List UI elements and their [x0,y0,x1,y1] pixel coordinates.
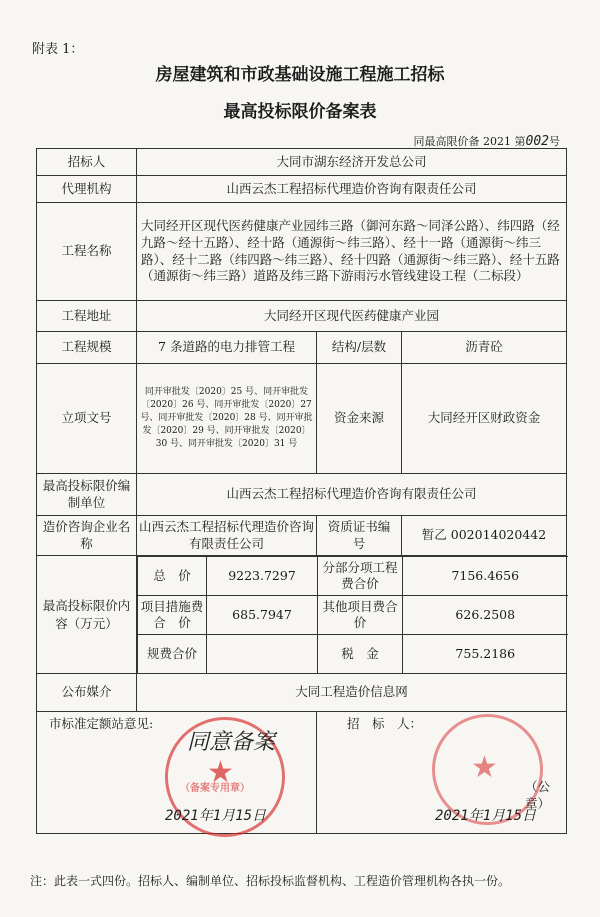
label-agency: 代理机构 [37,176,137,203]
tenderer-seal-note: （公 章） [525,779,563,811]
label-fund-source: 资金来源 [317,364,402,474]
value-project-site: 大同经开区现代医药健康产业园 [137,301,567,332]
label-structure: 结构/层数 [317,332,402,364]
row-project-site [37,301,567,332]
station-handwriting: 同意备案 [187,730,276,755]
value-fund-source: 大同经开区财政资金 [402,364,567,474]
tenderer-date: 2021年1月15日 [435,808,537,824]
tenderer-cell [317,712,567,834]
row-project-name [37,203,567,301]
annex-label: 附表 1： [32,42,84,57]
seal-star-icon: ★ [471,750,498,785]
price-row-3 [138,635,568,674]
footnote: 注：此表一式四份。招标人、编制单位、招标投标监督机构、工程造价管理机构各执一份。 [30,874,511,888]
document-number [414,133,560,149]
label-price-content: 最高投标限价内容（万元） [37,556,137,674]
value-agency: 山西云杰工程招标代理造价咨询有限责任公司 [137,176,567,203]
row-agency [37,176,567,203]
value-project-name: 大同经开区现代医药健康产业园纬三路（御河东路～同泽公路）、纬四路（经九路～经十五路）、经十路（通源街～纬三路）、经十一路（通源街～纬三路）、经十二路（纬四路～纬三路）、经十四路（通源街～纬三路）、经十五路（通源街～纬三路）道路及纬三路下游雨污水管线建设工程（二标段） [137,203,567,301]
label-approval: 立项文号 [37,364,137,474]
row-compiler [37,474,567,516]
value-scale: 7 条道路的电力排管工程 [137,332,317,364]
row-signatures [37,712,567,834]
value-measure: 685.7947 [207,596,318,635]
price-row-2 [138,596,568,635]
value-subitem: 7156.4656 [403,557,568,596]
price-row-1 [138,557,568,596]
label-cert-no: 资质证书编 号 [317,516,402,556]
tenderer-sign-label: 招 标 人： [347,716,423,731]
value-other: 626.2508 [403,596,568,635]
doc-no-prefix: 同最高限价备 2021 第 [413,135,526,148]
label-scale: 工程规模 [37,332,137,364]
station-date: 2021年1月15日 [165,808,267,824]
station-opinion-label: 市标准定额站意见: [49,716,154,731]
doc-no-suffix: 号 [549,135,560,148]
value-media: 大同工程造价信息网 [137,674,567,712]
row-approval [37,364,567,474]
label-subitem: 分部分项工程费合价 [318,557,403,596]
page-title: 最高投标限价备案表 [223,102,377,122]
label-measure: 项目措施费合 价 [138,596,207,635]
row-tenderer [37,149,567,176]
label-project-name: 工程名称 [37,203,137,301]
title-line-1: 房屋建筑和市政基础设施工程施工招标 [155,65,445,85]
value-compiler: 山西云杰工程招标代理造价咨询有限责任公司 [137,474,567,516]
row-consult [37,516,567,556]
value-total: 9223.7297 [207,557,318,596]
label-project-site: 工程地址 [37,301,137,332]
station-opinion-cell [37,712,317,834]
doc-no-number: 002 [525,134,549,149]
value-consult: 山西云杰工程招标代理造价咨询有限责任公司 [137,516,317,556]
record-form-table [36,148,567,834]
label-fee: 规费合价 [138,635,207,674]
row-scale [37,332,567,364]
value-tax: 755.2186 [403,635,568,674]
label-total: 总 价 [138,557,207,596]
seal-star-icon: ★ [207,755,234,790]
station-seal-text: （备案专用章） [180,783,250,794]
label-tenderer: 招标人 [37,149,137,176]
label-tax: 税 金 [318,635,403,674]
value-cert-no: 暂乙 002014020442 [402,516,567,556]
value-structure: 沥青砼 [402,332,567,364]
label-consult: 造价咨询企业名称 [37,516,137,556]
label-compiler: 最高投标限价编制单位 [37,474,137,516]
label-media: 公布媒介 [37,674,137,712]
value-fee [207,635,318,674]
label-other: 其他项目费合 价 [318,596,403,635]
row-media [37,674,567,712]
value-approval: 同开审批发〔2020〕25 号、同开审批发〔2020〕26 号、同开审批发〔2020〕27 号、同开审批发〔2020〕28 号、同开审批发〔2020〕29 号、同开审批发〔2020〕30 号、同开审批发〔2020〕31 号 [137,364,317,474]
price-grid [137,556,568,673]
row-price [37,556,567,674]
price-grid-cell [137,556,567,674]
value-tenderer: 大同市湖东经济开发总公司 [137,149,567,176]
